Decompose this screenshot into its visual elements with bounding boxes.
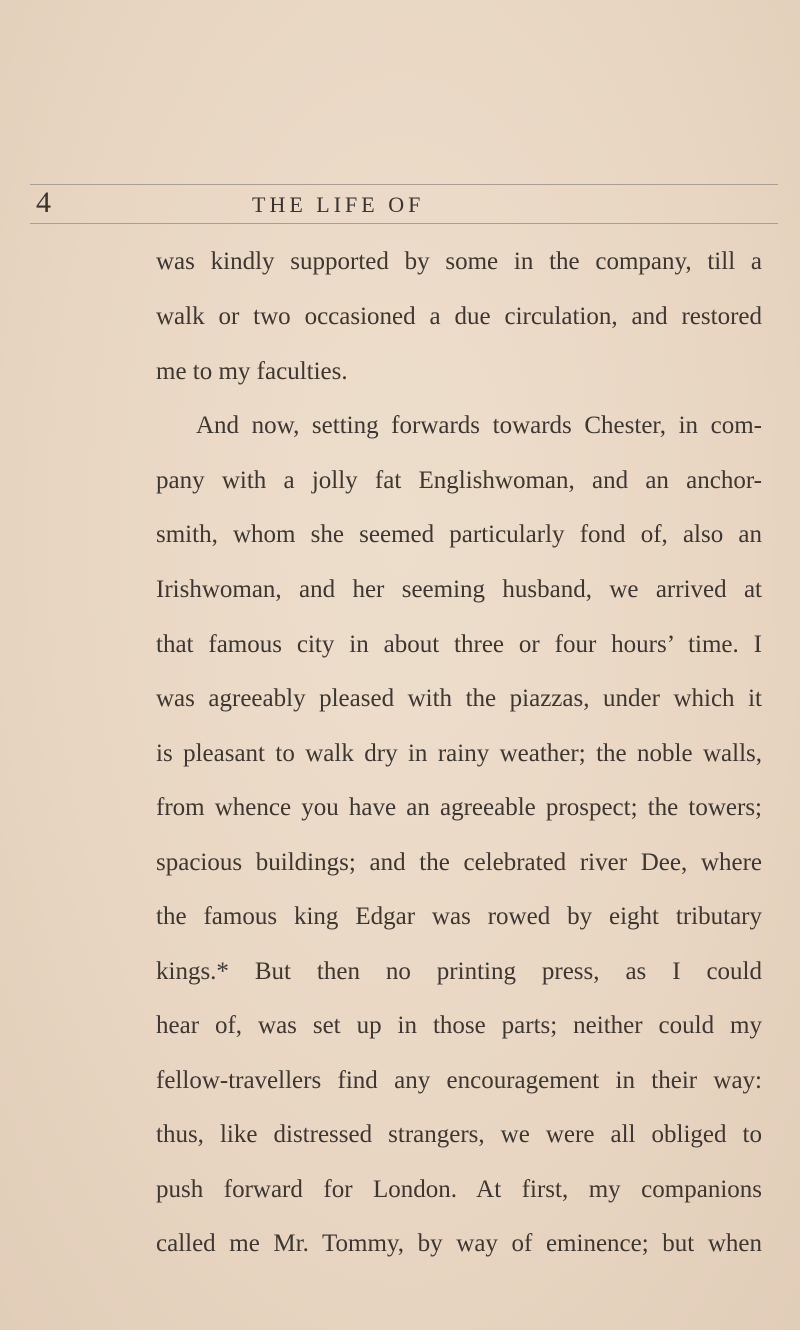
body-line: smith, whom she seemed particularly fond of, also an — [156, 521, 762, 548]
body-line: Irishwoman, and her seeming husband, we arrived at — [156, 576, 762, 603]
body-line: pany with a jolly fat Englishwoman, and an anchor- — [156, 467, 762, 494]
body-line: hear of, was set up in those parts; neither could my — [156, 1012, 762, 1039]
body-line: push forward for London. At first, my companions — [156, 1176, 762, 1203]
body-line: the famous king Edgar was rowed by eight tributary — [156, 903, 762, 930]
body-line: fellow-travellers find any encouragement in their way: — [156, 1067, 762, 1094]
header-bottom-rule — [30, 223, 778, 224]
running-head: THE LIFE OF — [252, 192, 425, 217]
body-line: from whence you have an agreeable prospect; the towers; — [156, 794, 762, 821]
body-line: thus, like distressed strangers, we were all obliged to — [156, 1121, 762, 1148]
body-line: And now, setting forwards towards Chester, in com- — [196, 412, 762, 439]
body-line: was kindly supported by some in the company, till a — [156, 248, 762, 275]
body-line: walk or two occasioned a due circulation, and restored — [156, 303, 762, 330]
body-line: spacious buildings; and the celebrated river Dee, where — [156, 849, 762, 876]
page-number: 4 — [36, 186, 51, 219]
body-line: kings.* But then no printing press, as I could — [156, 958, 762, 985]
body-line: is pleasant to walk dry in rainy weather; the noble walls, — [156, 740, 762, 767]
body-line: that famous city in about three or four hours’ time. I — [156, 631, 762, 658]
body-line: called me Mr. Tommy, by way of eminence; but when — [156, 1230, 762, 1257]
header-top-rule — [30, 184, 778, 185]
body-line: me to my faculties. — [156, 358, 348, 385]
body-line: was agreeably pleased with the piazzas, under which it — [156, 685, 762, 712]
